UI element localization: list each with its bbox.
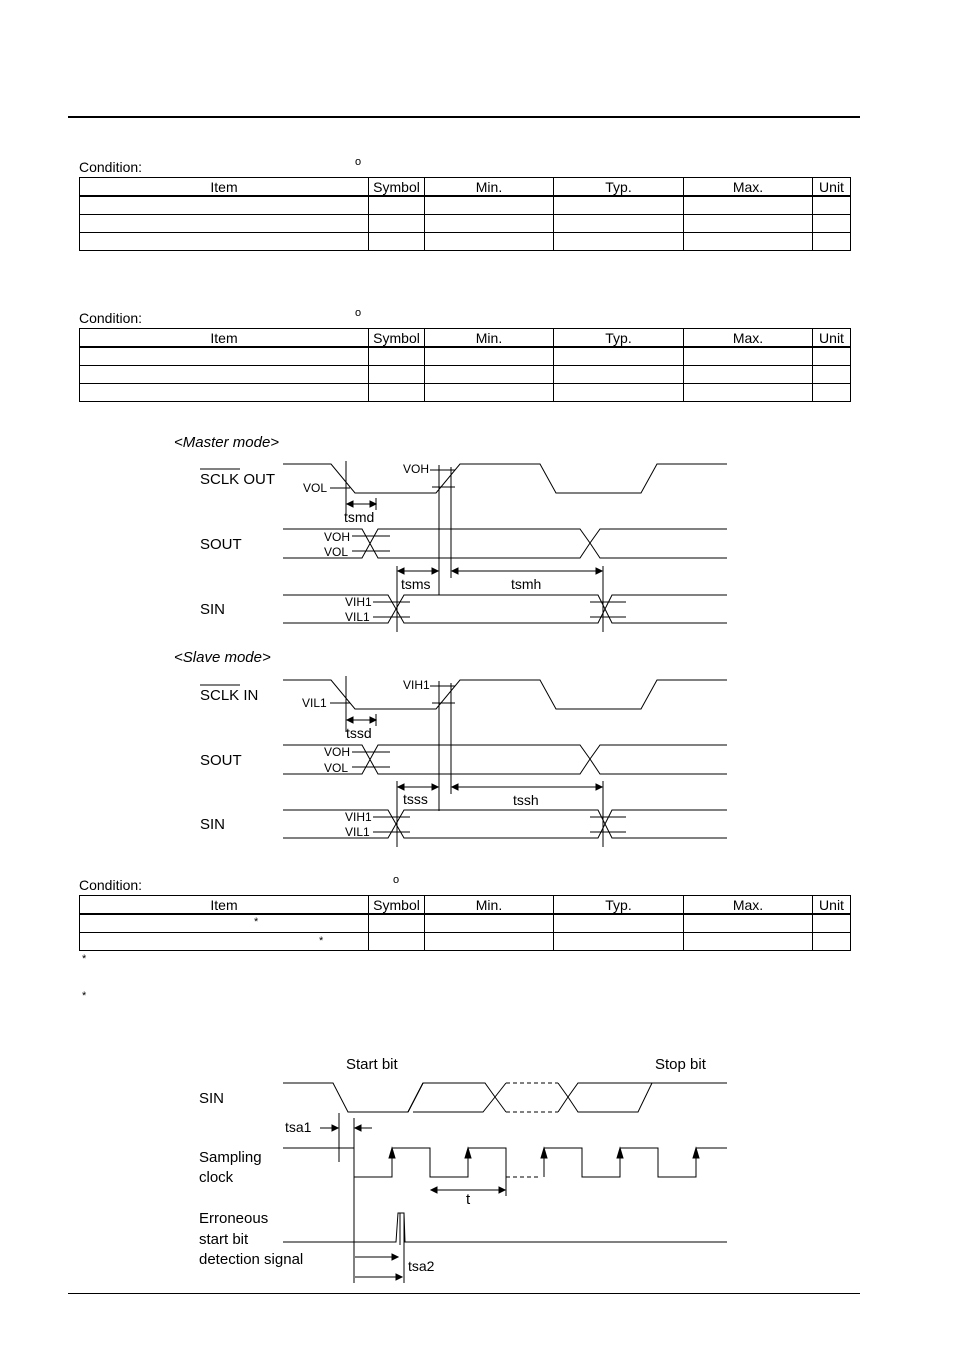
condition-label-3: Condition: (79, 877, 143, 893)
col-symbol: Symbol (369, 178, 425, 197)
footnote-marker-2: * (82, 990, 87, 1002)
col-min: Min. (425, 329, 554, 348)
tssd-label: tssd (346, 725, 372, 741)
col-unit: Unit (813, 896, 851, 915)
uart-sin-label: SIN (199, 1090, 225, 1107)
slave-sout-label: SOUT (200, 752, 242, 769)
slave-sin-vih: VIH1 (345, 810, 372, 824)
col-item: Item (80, 178, 369, 197)
col-max: Max. (684, 329, 813, 348)
erroneous-detect-waveform (283, 1213, 727, 1283)
col-min: Min. (425, 896, 554, 915)
col-min: Min. (425, 178, 554, 197)
tsss-arrow (398, 784, 438, 790)
erroneous-label-1: Erroneous (199, 1210, 269, 1227)
col-symbol: Symbol (369, 896, 425, 915)
col-unit: Unit (813, 329, 851, 348)
tssh-label: tssh (513, 792, 539, 808)
col-symbol: Symbol (369, 329, 425, 348)
tssh-arrow (452, 784, 602, 790)
col-typ: Typ. (554, 896, 684, 915)
col-max: Max. (684, 896, 813, 915)
slave-sin-vil: VIL1 (345, 825, 370, 839)
sampling-label-2: clock (199, 1169, 234, 1186)
master-sout-vol: VOL (324, 545, 349, 559)
sampling-clock-waveform (283, 1148, 727, 1196)
tsa2-label: tsa2 (408, 1258, 435, 1274)
tsmd-label: tsmd (344, 509, 375, 525)
master-mode-title: <Master mode> (174, 434, 280, 451)
degree-mark-2: o (355, 307, 362, 319)
master-sout-voh: VOH (324, 530, 351, 544)
sampling-label-1: Sampling (199, 1149, 262, 1166)
slave-mode-title: <Slave mode> (174, 649, 271, 666)
col-unit: Unit (813, 178, 851, 197)
erroneous-label-2: start bit (199, 1231, 249, 1248)
master-sclk-waveform (283, 461, 727, 595)
slave-vil-label: VIL1 (302, 696, 327, 710)
tsss-label: tsss (403, 791, 428, 807)
degree-mark-3: o (393, 874, 400, 886)
master-vol-label: VOL (303, 481, 328, 495)
slave-sout-voh: VOH (324, 745, 351, 759)
slave-sout-vol: VOL (324, 761, 349, 775)
master-sin-label: SIN (200, 601, 226, 618)
master-voh-label: VOH (403, 462, 430, 476)
tsa1-label: tsa1 (285, 1119, 312, 1135)
tsmh-arrow (452, 568, 602, 574)
slave-sclk-label: SCLK IN (200, 687, 259, 704)
master-sclk-label: SCLK OUT (200, 471, 276, 488)
condition-label-1: Condition: (79, 159, 143, 175)
tsmh-label: tsmh (511, 576, 542, 592)
row-marker-1: * (254, 916, 259, 928)
slave-sin-label: SIN (200, 816, 226, 833)
stop-bit-label: Stop bit (655, 1056, 706, 1073)
condition-label-2: Condition: (79, 310, 143, 326)
col-max: Max. (684, 178, 813, 197)
footnote-marker-1: * (82, 953, 87, 965)
t-period-label: t (466, 1191, 471, 1208)
row-marker-2: * (319, 935, 324, 947)
col-typ: Typ. (554, 329, 684, 348)
tsms-label: tsms (401, 576, 431, 592)
tsms-arrow (398, 568, 438, 574)
slave-sclk-waveform (283, 676, 727, 811)
col-item: Item (80, 896, 369, 915)
uart-sin-waveform (283, 1083, 727, 1112)
col-typ: Typ. (554, 178, 684, 197)
master-sin-vih: VIH1 (345, 595, 372, 609)
master-sout-label: SOUT (200, 536, 242, 553)
col-item: Item (80, 329, 369, 348)
erroneous-label-3: detection signal (199, 1251, 304, 1268)
slave-vih-label: VIH1 (403, 678, 430, 692)
master-sin-vil: VIL1 (345, 610, 370, 624)
start-bit-label: Start bit (346, 1056, 398, 1073)
degree-mark-1: o (355, 156, 362, 168)
